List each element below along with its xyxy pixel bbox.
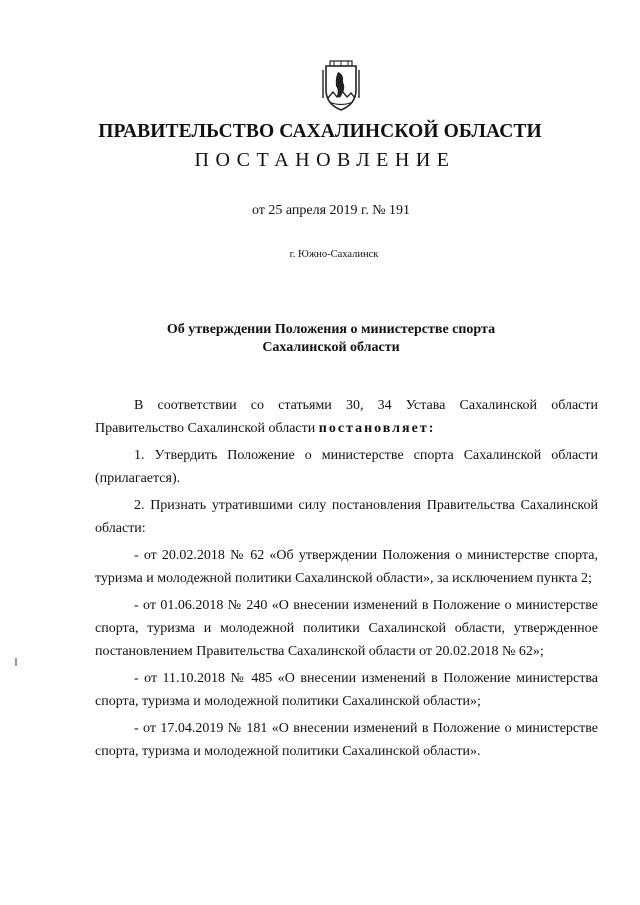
document-subject xyxy=(0,321,640,357)
item-1-paragraph: 1. Утвердить Положение о министерстве спорта Сахалинской области (прилагается). xyxy=(95,448,598,486)
subject-line-1: Об утверждении Положения о министерстве спорта xyxy=(166,322,496,337)
document-body xyxy=(95,394,598,767)
document-type: ПОСТАНОВЛЕНИЕ xyxy=(194,149,456,171)
intro-verb: постановляет: xyxy=(318,421,436,436)
document-date-number: от 25 апреля 2019 г. № 191 xyxy=(251,203,411,218)
intro-paragraph xyxy=(95,394,598,440)
item-2-paragraph: 2. Признать утратившими силу постановления Правительства Сахалинской области: xyxy=(95,498,598,536)
document-city: г. Южно-Сахалинск xyxy=(289,249,379,260)
subitem-1-paragraph: - от 20.02.2018 № 62 «Об утверждении Положения о министерстве спорта, туризма и молодежной политики Сахалинской области», за исключением пункта 2; xyxy=(95,548,598,586)
scan-mark xyxy=(15,658,17,666)
subject-line-2: Сахалинской области xyxy=(262,340,400,355)
coat-of-arms-icon xyxy=(320,60,362,112)
subitem-4-paragraph: - от 17.04.2019 № 181 «О внесении изменений в Положение о министерстве спорта, туризма и молодежной политики Сахалинской области». xyxy=(95,721,598,759)
subitem-3-paragraph: - от 11.10.2018 № 485 «О внесении изменений в Положение министерства спорта, туризма и молодежной политики Сахалинской области»; xyxy=(95,671,598,709)
subitem-2-paragraph: - от 01.06.2018 № 240 «О внесении изменений в Положение о министерстве спорта, туризма и молодежной политики Сахалинской области, утвержденное постановлением Правительства Сахалинской области от 20.02.2018 № 62»; xyxy=(95,598,598,659)
intro-text: В соответствии со статьями 30, 34 Устава Сахалинской области Правительство Сахалинской области xyxy=(95,398,598,436)
government-title: ПРАВИТЕЛЬСТВО САХАЛИНСКОЙ ОБЛАСТИ xyxy=(98,121,542,142)
